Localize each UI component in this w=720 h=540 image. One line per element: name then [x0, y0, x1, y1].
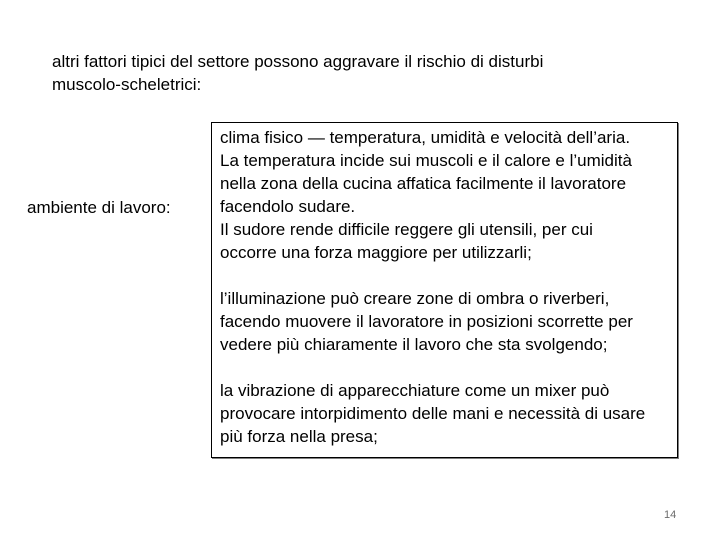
text-line: facendo muovere il lavoratore in posizioni scorrette per [220, 312, 633, 331]
text-line: provocare intorpidimento delle mani e necessità di usare [220, 404, 646, 423]
intro-line: altri fattori tipici del settore possono aggravare il rischio di disturbi [52, 52, 544, 71]
text-line: l’illuminazione può creare zone di ombra o riverberi, [220, 289, 610, 308]
intro-text [52, 50, 652, 96]
side-label: ambiente di lavoro: [27, 198, 171, 217]
text-line: più forza nella presa; [220, 427, 378, 446]
paragraph-lighting [220, 287, 673, 356]
text-line: facendolo sudare. [220, 197, 356, 216]
text-line: clima fisico — temperatura, umidità e velocità dell’aria. [220, 128, 631, 147]
content-box [211, 122, 678, 458]
text-line: occorre una forza maggiore per utilizzarli; [220, 243, 532, 262]
page-number: 14 [664, 509, 677, 521]
text-line: nella zona della cucina affatica facilmente il lavoratore [220, 174, 627, 193]
text-line: la vibrazione di apparecchiature come un mixer può [220, 381, 610, 400]
text-line: vedere più chiaramente il lavoro che sta svolgendo; [220, 335, 608, 354]
text-line: Il sudore rende difficile reggere gli utensili, per cui [220, 220, 593, 239]
paragraph-climate [220, 126, 673, 264]
paragraph-vibration [220, 379, 673, 448]
intro-line: muscolo-scheletrici: [52, 75, 202, 94]
text-line: La temperatura incide sui muscoli e il calore e l’umidità [220, 151, 632, 170]
